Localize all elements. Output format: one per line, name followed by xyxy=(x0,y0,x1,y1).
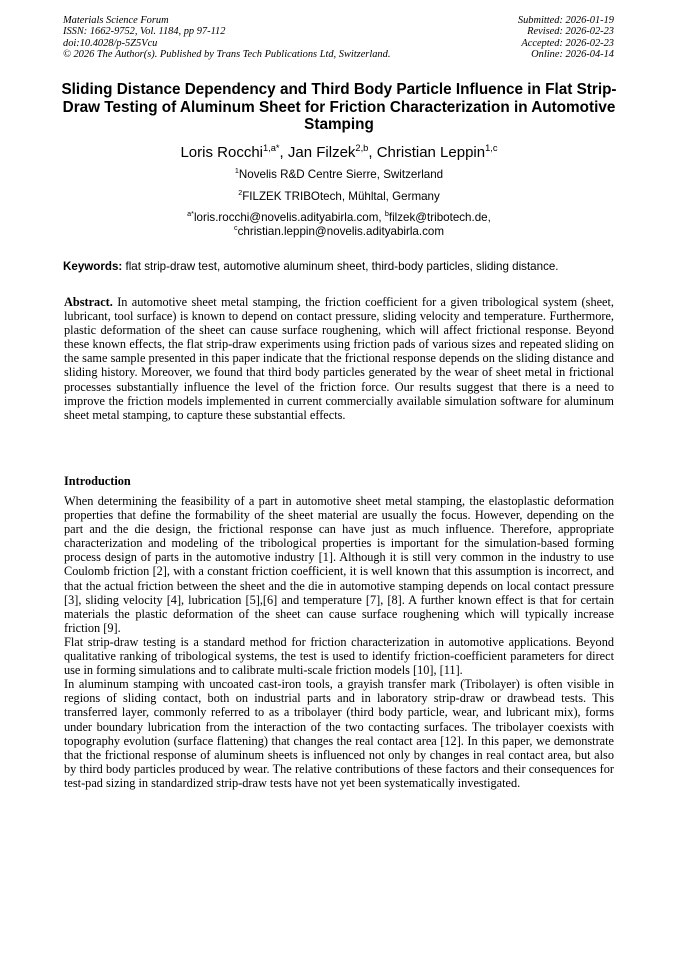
keywords-label: Keywords: xyxy=(63,260,123,273)
affiliation-text: Novelis R&D Centre Sierre, Switzerland xyxy=(238,168,444,181)
dates xyxy=(518,15,614,61)
issn: ISSN: 1662-9752, Vol. 1184, pp 97-112 xyxy=(63,26,226,38)
paper-title: Sliding Distance Dependency and Third Body Particle Influence in Flat Strip-Draw Testing of Aluminum Sheet for Friction Characterization in Automotive Stamping xyxy=(61,81,617,133)
emails xyxy=(0,211,678,238)
doi: doi:10.4028/p-5Z5Vcu xyxy=(63,37,158,49)
affiliation-sup: 1 xyxy=(234,166,239,176)
abstract xyxy=(64,295,614,422)
revised-date: Revised: 2026-02-23 xyxy=(527,26,614,38)
affiliation-sup: 2 xyxy=(238,188,243,198)
author-sup: 1,a* xyxy=(263,143,280,153)
journal-header xyxy=(63,15,614,61)
paragraph: Flat strip-draw testing is a standard method for friction characterization in automotive applications. Beyond qualitative ranking of tribological systems, the test is used to identify friction-coefficient parameters for direct use in forming simulations and to calibrate multi-scale friction models [10], [11]. xyxy=(64,634,614,678)
email-link[interactable]: christian.leppin@novelis.adityabirla.com xyxy=(237,224,444,238)
email-sup: b xyxy=(384,209,389,219)
copyright: © 2026 The Author(s). Published by Trans Tech Publications Ltd, Switzerland. xyxy=(63,49,391,61)
email-sup: c xyxy=(234,222,238,232)
online-date: Online: 2026-04-14 xyxy=(531,49,614,61)
author-name: Christian Leppin xyxy=(376,144,486,161)
introduction-body xyxy=(64,494,614,790)
paragraph: In aluminum stamping with uncoated cast-iron tools, a grayish transfer mark (Tribolayer) is often visible in regions of sliding contact, both on industrial parts and in laboratory strip-draw or drawbead tests. This transferred layer, commonly referred to as a tribolayer (third body particle, wear, and lubricant mix), forms under boundary lubrication from the interaction of the two contacting surfaces. The tribolayer coexists with topography evolution (surface flattening) that changes the real contact area [12]. In this paper, we demonstrate that the frictional response of aluminum sheets is influenced not only by changes in real contact area, but also by third body particles produced by wear. The relative contributions of these factors and their consequences for test-pad sizing in standardized strip-draw tests have not yet been systematically investigated. xyxy=(64,677,614,790)
affiliation-1 xyxy=(0,168,678,182)
journal-info xyxy=(63,15,390,61)
author-list: Loris Rocchi$^{1,a*}$, Jan Filzek$^{2,b}$, Christian Leppin$^{1,c}$ xyxy=(180,143,498,161)
abstract-label: Abstract. xyxy=(64,295,113,309)
accepted-date: Accepted: 2026-02-23 xyxy=(521,37,614,49)
affiliation-2 xyxy=(0,190,678,204)
author-name: Loris Rocchi xyxy=(180,144,263,161)
section-heading: Introduction xyxy=(64,474,131,488)
email-link[interactable]: loris.rocchi@novelis.adityabirla.com, xyxy=(193,211,382,224)
author-sup: 1,c xyxy=(485,143,498,153)
email-link[interactable]: filzek@tribotech.de, xyxy=(388,211,491,224)
affiliation-text: FILZEK TRIBOtech, Mühltal, Germany xyxy=(242,190,440,203)
email-sup: a* xyxy=(187,209,194,219)
submitted-date: Submitted: 2026-01-19 xyxy=(517,15,614,26)
abstract-text: In automotive sheet metal stamping, the friction coefficient for a given tribological system (sheet, lubricant, tool surface) is known to depend on contact pressure, sliding velocity and temperature. Furthermore, plastic deformation of the sheet can cause surface roughening, which will affect frictional response. Beyond these known effects, the flat strip-draw experiments using friction pads of various sizes and repeated sliding on the same sample presented in this paper indicate that the frictional response depends on the sliding distance and sliding history. Moreover, we found that third body particles generated by the wear of sheet metal in frictional processes substantially influence the level of the friction force. Our results suggest that there is a need to improve the friction models implemented in current commercially available simulation software for aluminum sheet metal stamping, to capture these substantial effects. xyxy=(64,295,614,422)
author-sup: 2,b xyxy=(355,143,369,153)
paragraph: When determining the feasibility of a part in automotive sheet metal stamping, the elastoplastic deformation properties that define the formability of the sheet material are usually the focus. However, depending on the part and the die design, the frictional response can have just as much influence. Therefore, appropriate characterization and modeling of the tribological properties is important for the simulation-based forming process design of parts in the automotive industry [1]. Although it is still very common in the industry to use Coulomb friction [2], with a constant friction coefficient, it is well known that this assumption is incorrect, and that the actual friction between the sheet and the die in automotive stamping depends on local contact pressure [3], sliding velocity [4], lubrication [5],[6] and temperature [7], [8]. A further known effect is that for certain materials the plastic deformation of the sheet can cause surface roughening which will typically increase friction [9]. xyxy=(64,494,614,635)
keywords-text: flat strip-draw test, automotive aluminum sheet, third-body particles, sliding distance. xyxy=(122,260,559,273)
keywords xyxy=(63,260,618,273)
author-name: Jan Filzek xyxy=(287,144,356,161)
journal-name: Materials Science Forum xyxy=(63,15,169,26)
